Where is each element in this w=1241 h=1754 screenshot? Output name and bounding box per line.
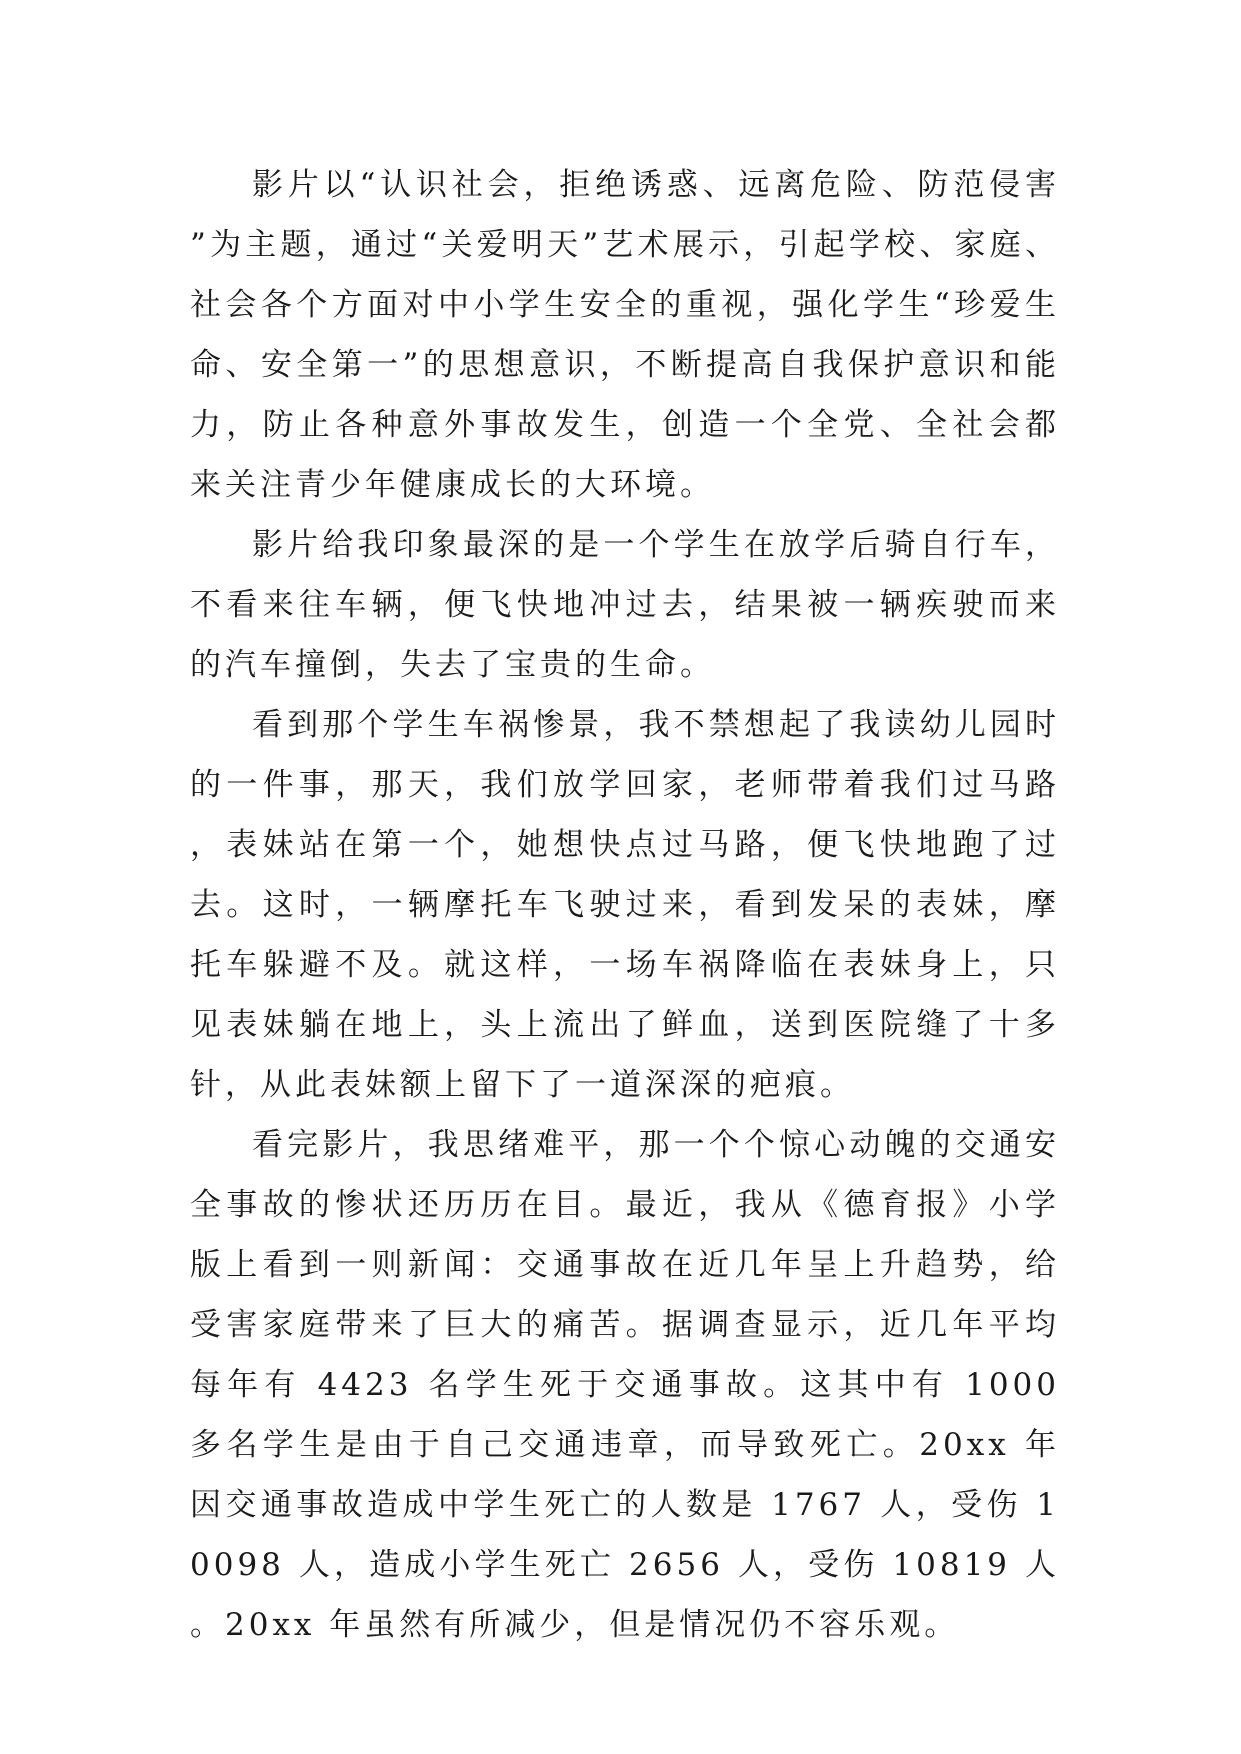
paragraph-1: 影片以“认识社会，拒绝诱惑、远离危险、防范侵害”为主题，通过“关爱明天”艺术展示，引起学校、家庭、社会各个方面对中小学生安全的重视，强化学生“珍爱生命、安全第一”的思想意识，不断提高自我保护意识和能力，防止各种意外事故发生，创造一个全党、全社会都来关注青少年健康成长的大环境。: [190, 167, 1060, 503]
paragraph-4: 看完影片，我思绪难平，那一个个惊心动魄的交通安全事故的惨状还历历在目。最近，我从《德育报》小学版上看到一则新闻：交通事故在近几年呈上升趋势，给受害家庭带来了巨大的痛苦。据调查显示，近几年平均每年有 4423 名学生死于交通事故。这其中有 1000 多名学生是由于自己交通违章，而导致死亡。20xx 年因交通事故造成中学生死亡的人数是 1767 人，受伤 10098 人，造成小学生死亡 2656 人，受伤 10819 人。20xx 年虽然有所减少，但是情况仍不容乐观。: [190, 1127, 1060, 1643]
paragraph-3: 看到那个学生车祸惨景，我不禁想起了我读幼儿园时的一件事，那天，我们放学回家，老师带着我们过马路，表妹站在第一个，她想快点过马路，便飞快地跑了过去。这时，一辆摩托车飞驶过来，看到发呆的表妹，摩托车躲避不及。就这样，一场车祸降临在表妹身上，只见表妹躺在地上，头上流出了鲜血，送到医院缝了十多针，从此表妹额上留下了一道深深的疤痕。: [190, 707, 1060, 1103]
document-body: [190, 155, 1060, 1655]
paragraph-2: 影片给我印象最深的是一个学生在放学后骑自行车，不看来往车辆，便飞快地冲过去，结果被一辆疾驶而来的汽车撞倒，失去了宝贵的生命。: [190, 527, 1060, 683]
